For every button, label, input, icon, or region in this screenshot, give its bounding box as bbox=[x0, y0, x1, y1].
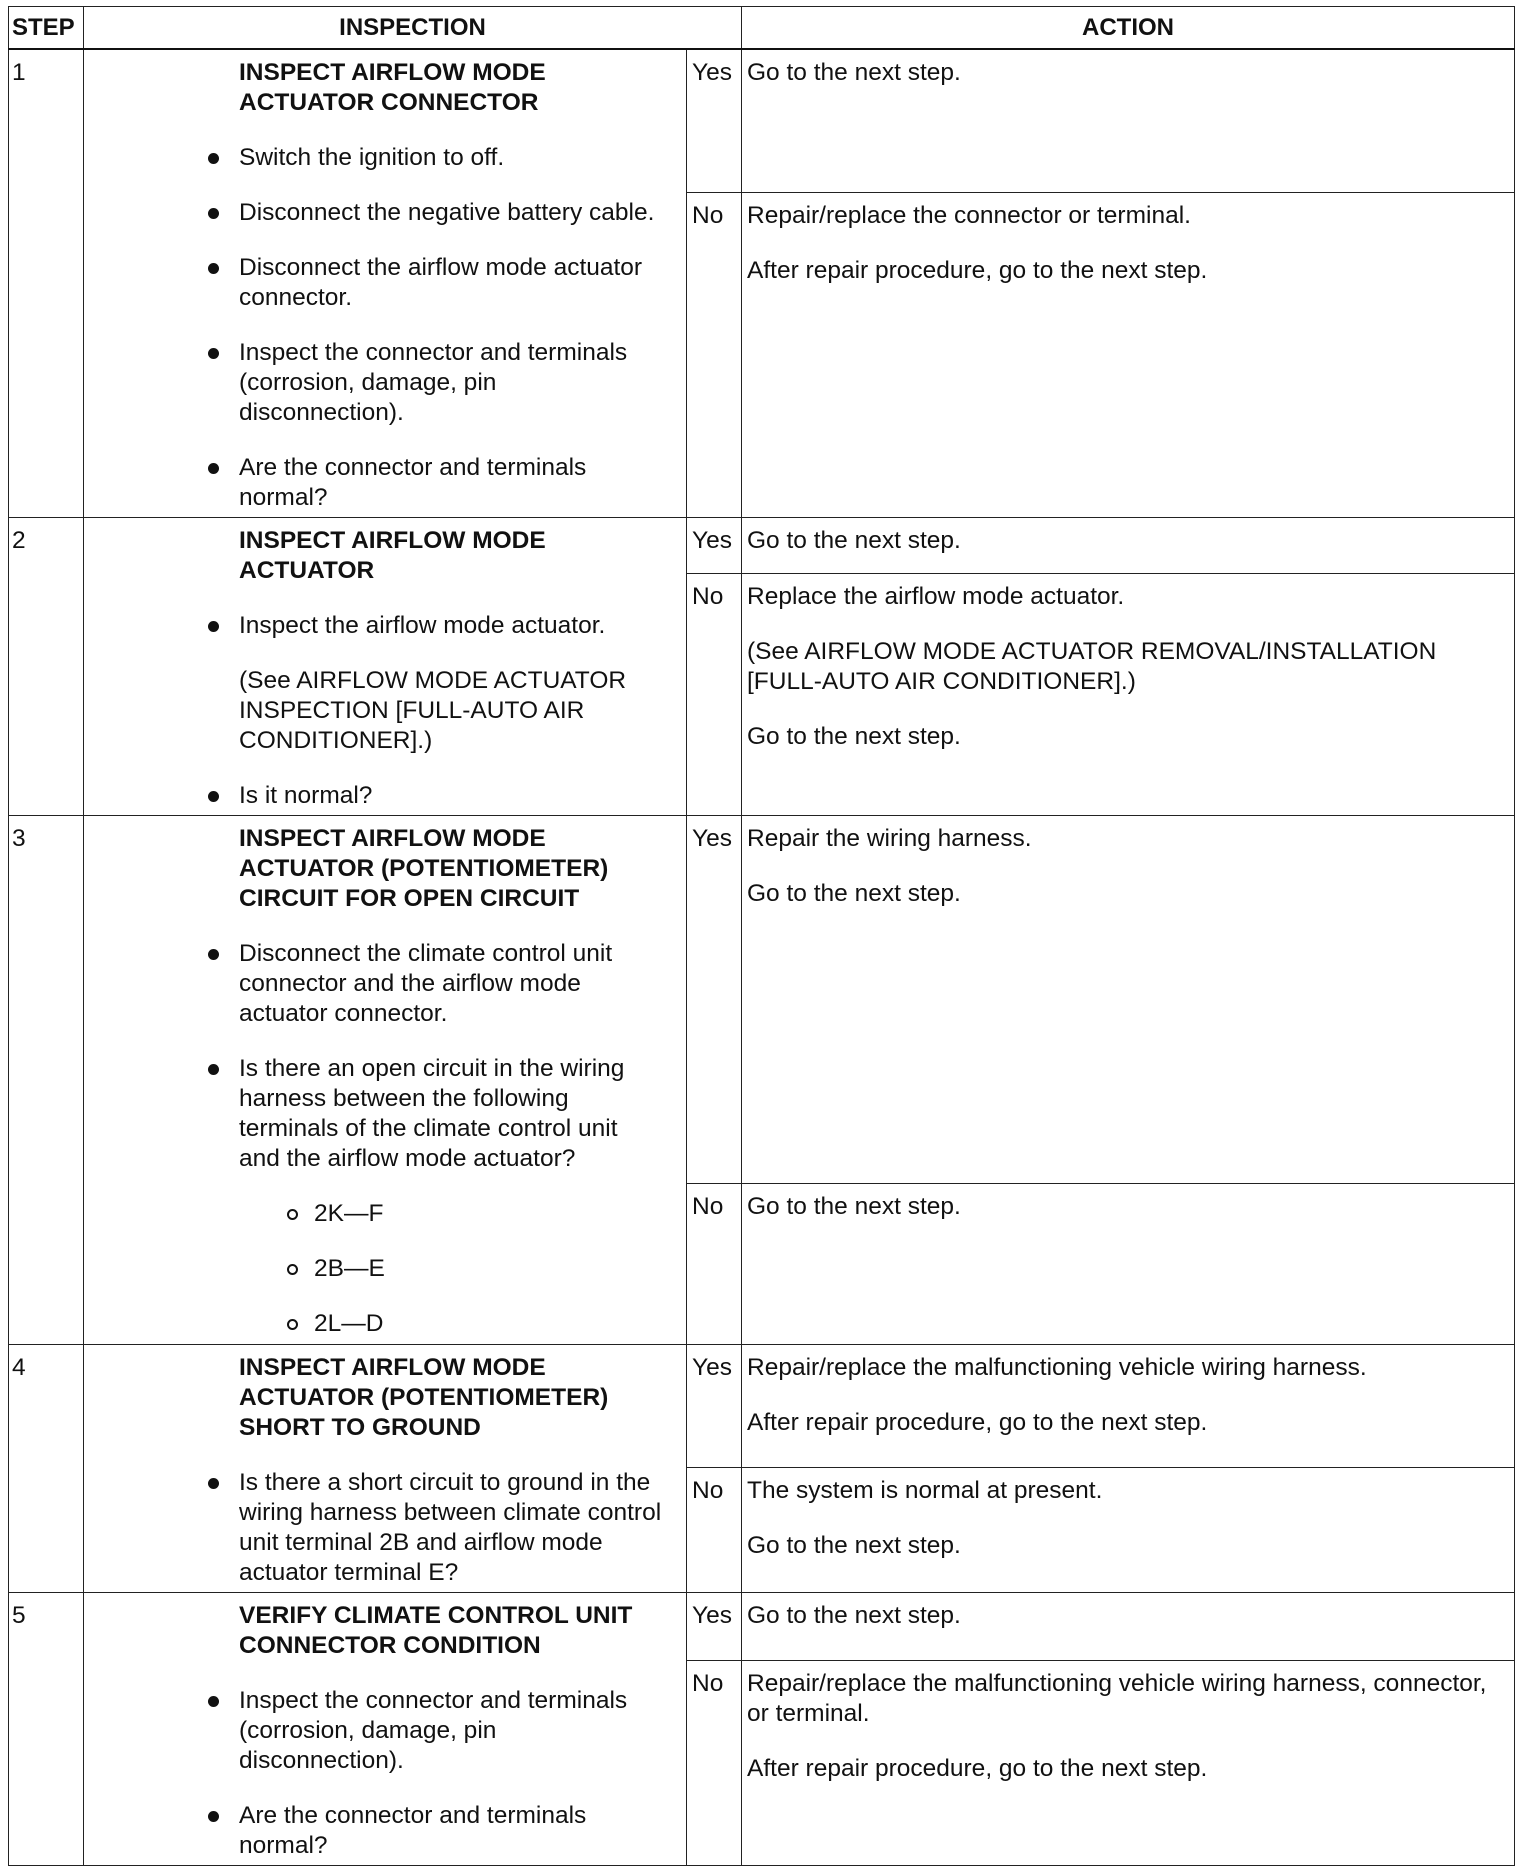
step-2-yes-row bbox=[9, 518, 1515, 574]
action-text: Replace the airflow mode actuator. bbox=[747, 582, 1125, 610]
no-label: No bbox=[687, 1184, 742, 1345]
yes-action bbox=[742, 518, 1515, 574]
inspection-item: Switch the ignition to off. bbox=[84, 143, 662, 173]
action-text: Go to the next step. bbox=[747, 1602, 961, 1629]
step-title: INSPECT AIRFLOW MODE ACTUATOR (POTENTIOMETER) SHORT TO GROUND bbox=[239, 1354, 609, 1441]
action-text: Go to the next step. bbox=[747, 722, 961, 750]
action-text: Go to the next step. bbox=[747, 1193, 961, 1220]
step-4-inspection bbox=[84, 1345, 687, 1593]
step-3-yes-row bbox=[9, 816, 1515, 1184]
step-4-yes-row bbox=[9, 1345, 1515, 1468]
step-title: INSPECT AIRFLOW MODE ACTUATOR (POTENTIOMETER) CIRCUIT FOR OPEN CIRCUIT bbox=[239, 825, 609, 912]
action-text: (See AIRFLOW MODE ACTUATOR REMOVAL/INSTALLATION [FULL-AUTO AIR CONDITIONER].) bbox=[747, 637, 1437, 695]
step-title: INSPECT AIRFLOW MODE ACTUATOR bbox=[239, 527, 546, 584]
action-text: Go to the next step. bbox=[747, 880, 961, 907]
action-text: Repair the wiring harness. bbox=[747, 825, 1032, 852]
action-text: Repair/replace the connector or terminal. bbox=[747, 201, 1191, 229]
terminal-pair: 2K—F bbox=[84, 1199, 662, 1229]
no-label: No bbox=[687, 1661, 742, 1866]
step-3-inspection bbox=[84, 816, 687, 1345]
inspection-item: Disconnect the airflow mode actuator connector. bbox=[84, 253, 662, 313]
action-text: Repair/replace the malfunctioning vehicle wiring harness. bbox=[747, 1354, 1367, 1381]
action-text: After repair procedure, go to the next step. bbox=[747, 1409, 1208, 1436]
no-action bbox=[742, 1184, 1515, 1345]
action-text: Go to the next step. bbox=[747, 59, 961, 86]
step-number: 4 bbox=[9, 1345, 84, 1593]
yes-label: Yes bbox=[687, 49, 742, 192]
yes-label: Yes bbox=[687, 1345, 742, 1468]
action-text: Go to the next step. bbox=[747, 527, 961, 554]
yes-label: Yes bbox=[687, 518, 742, 574]
action-text: The system is normal at present. bbox=[747, 1477, 1103, 1505]
inspection-column-header: INSPECTION bbox=[84, 7, 742, 50]
action-text: After repair procedure, go to the next step. bbox=[747, 256, 1208, 284]
no-action bbox=[742, 573, 1515, 815]
step-number: 5 bbox=[9, 1593, 84, 1866]
no-label: No bbox=[687, 192, 742, 517]
inspection-item: Inspect the connector and terminals (corrosion, damage, pin disconnection). bbox=[84, 338, 662, 428]
action-text: Go to the next step. bbox=[747, 1532, 961, 1560]
terminal-pair: 2L—D bbox=[84, 1309, 662, 1339]
step-column-header: STEP bbox=[9, 7, 84, 50]
step-1-yes-row bbox=[9, 49, 1515, 192]
yes-label: Yes bbox=[687, 1593, 742, 1661]
diagnostic-procedure-table bbox=[8, 6, 1515, 1866]
inspection-item: Disconnect the climate control unit connector and the airflow mode actuator connector. bbox=[84, 939, 662, 1029]
step-title: INSPECT AIRFLOW MODE ACTUATOR CONNECTOR bbox=[239, 59, 546, 116]
no-label: No bbox=[687, 1468, 742, 1593]
step-title: VERIFY CLIMATE CONTROL UNIT CONNECTOR CONDITION bbox=[239, 1602, 633, 1659]
inspection-item: Disconnect the negative battery cable. bbox=[84, 198, 662, 228]
inspection-item: Inspect the connector and terminals (corrosion, damage, pin disconnection). bbox=[84, 1686, 662, 1776]
terminal-pair: 2B—E bbox=[84, 1254, 662, 1284]
step-number: 3 bbox=[9, 816, 84, 1345]
no-action bbox=[742, 1661, 1515, 1866]
inspection-item: Is there a short circuit to ground in the wiring harness between climate control unit terminal 2B and airflow mode actuator terminal E? bbox=[84, 1468, 662, 1588]
yes-action bbox=[742, 1345, 1515, 1468]
no-action bbox=[742, 192, 1515, 517]
yes-action bbox=[742, 816, 1515, 1184]
yes-action bbox=[742, 49, 1515, 192]
step-2-inspection bbox=[84, 518, 687, 816]
action-text: After repair procedure, go to the next step. bbox=[747, 1755, 1208, 1783]
step-5-inspection bbox=[84, 1593, 687, 1866]
step-number: 1 bbox=[9, 49, 84, 518]
reference-note: (See AIRFLOW MODE ACTUATOR INSPECTION [FULL-AUTO AIR CONDITIONER].) bbox=[239, 667, 627, 754]
step-1-inspection bbox=[84, 49, 687, 518]
yes-action bbox=[742, 1593, 1515, 1661]
action-text: Repair/replace the malfunctioning vehicle wiring harness, connector, or terminal. bbox=[747, 1670, 1487, 1728]
header-row bbox=[9, 7, 1515, 50]
step-5-yes-row bbox=[9, 1593, 1515, 1661]
inspection-item: Are the connector and terminals normal? bbox=[84, 1801, 662, 1861]
action-column-header: ACTION bbox=[742, 7, 1515, 50]
inspection-item: Inspect the airflow mode actuator. bbox=[84, 611, 662, 641]
yes-label: Yes bbox=[687, 816, 742, 1184]
inspection-item: Is it normal? bbox=[84, 781, 662, 811]
no-action bbox=[742, 1468, 1515, 1593]
no-label: No bbox=[687, 573, 742, 815]
inspection-item: Is there an open circuit in the wiring harness between the following terminals of the climate control unit and the airflow mode actuator? bbox=[84, 1054, 662, 1174]
inspection-item: Are the connector and terminals normal? bbox=[84, 453, 662, 513]
step-number: 2 bbox=[9, 518, 84, 816]
